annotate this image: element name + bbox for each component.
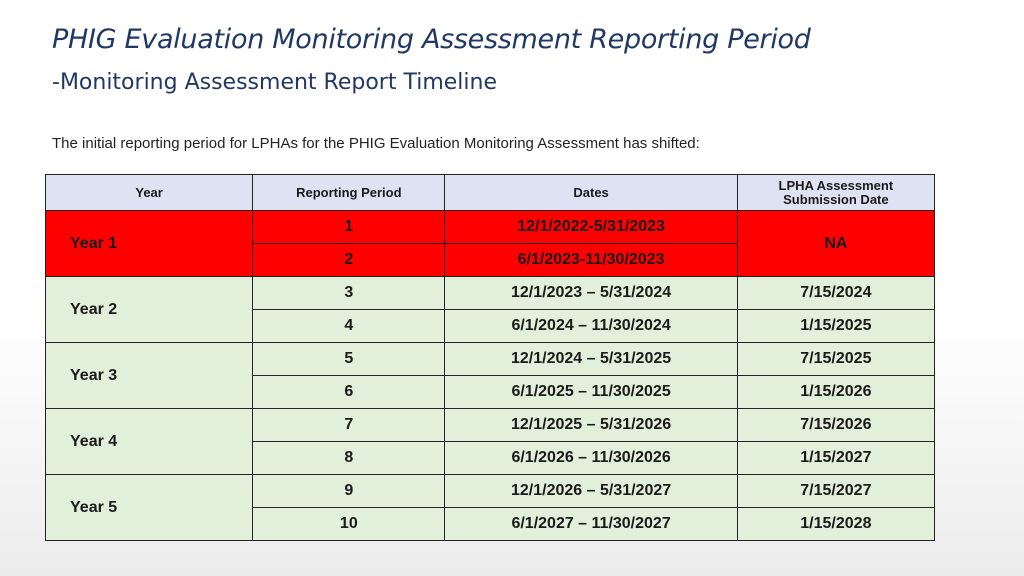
period-cell: 6 xyxy=(253,376,445,409)
year-cell: Year 3 xyxy=(46,343,253,409)
year-cell: Year 2 xyxy=(46,277,253,343)
dates-cell: 12/1/2026 – 5/31/2027 xyxy=(445,475,737,508)
year-cell: Year 5 xyxy=(46,475,253,541)
dates-cell: 6/1/2025 – 11/30/2025 xyxy=(445,376,737,409)
period-cell: 2 xyxy=(253,244,445,277)
submission-cell: 7/15/2026 xyxy=(737,409,934,442)
table-row xyxy=(46,211,935,244)
dates-cell: 12/1/2024 – 5/31/2025 xyxy=(445,343,737,376)
timeline-table xyxy=(45,174,935,541)
submission-cell: 1/15/2025 xyxy=(737,310,934,343)
period-cell: 3 xyxy=(253,277,445,310)
submission-cell: 1/15/2028 xyxy=(737,508,934,541)
dates-cell: 12/1/2022-5/31/2023 xyxy=(445,211,737,244)
dates-cell: 6/1/2026 – 11/30/2026 xyxy=(445,442,737,475)
table-header-row xyxy=(46,175,935,211)
period-cell: 8 xyxy=(253,442,445,475)
period-cell: 5 xyxy=(253,343,445,376)
submission-cell: 7/15/2027 xyxy=(737,475,934,508)
period-cell: 1 xyxy=(253,211,445,244)
table-row xyxy=(46,475,935,508)
dates-cell: 6/1/2027 – 11/30/2027 xyxy=(445,508,737,541)
dates-cell: 6/1/2024 – 11/30/2024 xyxy=(445,310,737,343)
header-submission-date: LPHA Assessment Submission Date xyxy=(737,175,934,211)
dates-cell: 12/1/2025 – 5/31/2026 xyxy=(445,409,737,442)
table-row xyxy=(46,409,935,442)
submission-cell: 1/15/2026 xyxy=(737,376,934,409)
dates-cell: 6/1/2023-11/30/2023 xyxy=(445,244,737,277)
submission-cell: 1/15/2027 xyxy=(737,442,934,475)
header-reporting-period: Reporting Period xyxy=(253,175,445,211)
submission-cell: 7/15/2024 xyxy=(737,277,934,310)
submission-cell: NA xyxy=(737,211,934,277)
header-dates: Dates xyxy=(445,175,737,211)
period-cell: 9 xyxy=(253,475,445,508)
intro-text: The initial reporting period for LPHAs for the PHIG Evaluation Monitoring Assessment has shifted: xyxy=(52,135,700,152)
submission-cell: 7/15/2025 xyxy=(737,343,934,376)
table-row xyxy=(46,277,935,310)
table-row xyxy=(46,343,935,376)
year-cell: Year 4 xyxy=(46,409,253,475)
period-cell: 4 xyxy=(253,310,445,343)
page-title: PHIG Evaluation Monitoring Assessment Reporting Period xyxy=(52,24,811,55)
page-subtitle: -Monitoring Assessment Report Timeline xyxy=(52,70,498,95)
period-cell: 10 xyxy=(253,508,445,541)
header-year: Year xyxy=(46,175,253,211)
dates-cell: 12/1/2023 – 5/31/2024 xyxy=(445,277,737,310)
period-cell: 7 xyxy=(253,409,445,442)
year-cell: Year 1 xyxy=(46,211,253,277)
